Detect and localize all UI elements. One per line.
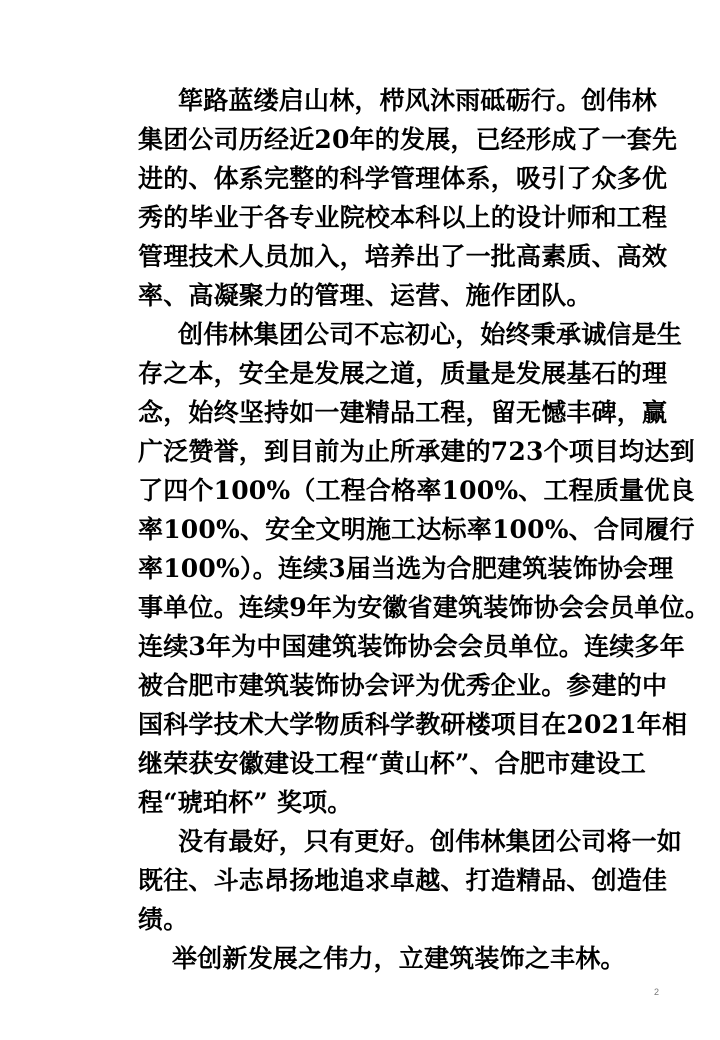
- text-line: 绩。: [138, 905, 189, 934]
- text-line: 程“琥珀杯” 奖项。: [138, 788, 353, 817]
- text-line: 筚路蓝缕启山林，栉风沐雨砥砺行。创伟林: [178, 86, 657, 115]
- text-line: 举创新发展之伟力，立建筑装饰之丰林。: [172, 944, 626, 973]
- text-line: 集团公司历经近20年的发展，已经形成了一套先: [138, 125, 678, 154]
- text-line: 继荣获安徽建设工程“黄山杯”、合肥市建设工: [138, 749, 646, 778]
- text-line: 被合肥市建筑装饰协会评为优秀企业。参建的中: [138, 671, 668, 700]
- text-line: 连续3年为中国建筑装饰协会会员单位。连续多年: [138, 632, 685, 661]
- text-line: 国科学技术大学物质科学教研楼项目在2021年相: [138, 710, 688, 739]
- text-line: 创伟林集团公司不忘初心，始终秉承诚信是生: [178, 320, 683, 349]
- text-line: 事单位。连续9年为安徽省建筑装饰协会会员单位。: [138, 593, 710, 622]
- text-line: 没有最好，只有更好。创伟林集团公司将一如: [178, 827, 683, 856]
- text-line: 率100%、安全文明施工达标率100%、合同履行: [138, 515, 695, 544]
- text-line: 率100%）。连续3届当选为合肥建筑装饰协会理: [138, 554, 674, 583]
- page-number: 2: [654, 987, 660, 997]
- text-line: 秀的毕业于各专业院校本科以上的设计师和工程: [138, 203, 668, 232]
- text-line: 了四个100%（工程合格率100%、工程质量优良: [138, 476, 695, 505]
- text-line: 率、高凝聚力的管理、运营、施作团队。: [138, 281, 592, 310]
- text-line: 念，始终坚持如一建精品工程，留无憾丰碑，赢: [138, 398, 668, 427]
- text-line: 存之本，安全是发展之道，质量是发展基石的理: [138, 359, 668, 388]
- text-line: 进的、体系完整的科学管理体系，吸引了众多优: [138, 164, 668, 193]
- text-line: 既往、斗志昂扬地追求卓越、打造精品、创造佳: [138, 866, 668, 895]
- text-line: 管理技术人员加入，培养出了一批高素质、高效: [138, 242, 668, 271]
- text-line: 广泛赞誉，到目前为止所承建的723个项目均达到: [138, 437, 695, 466]
